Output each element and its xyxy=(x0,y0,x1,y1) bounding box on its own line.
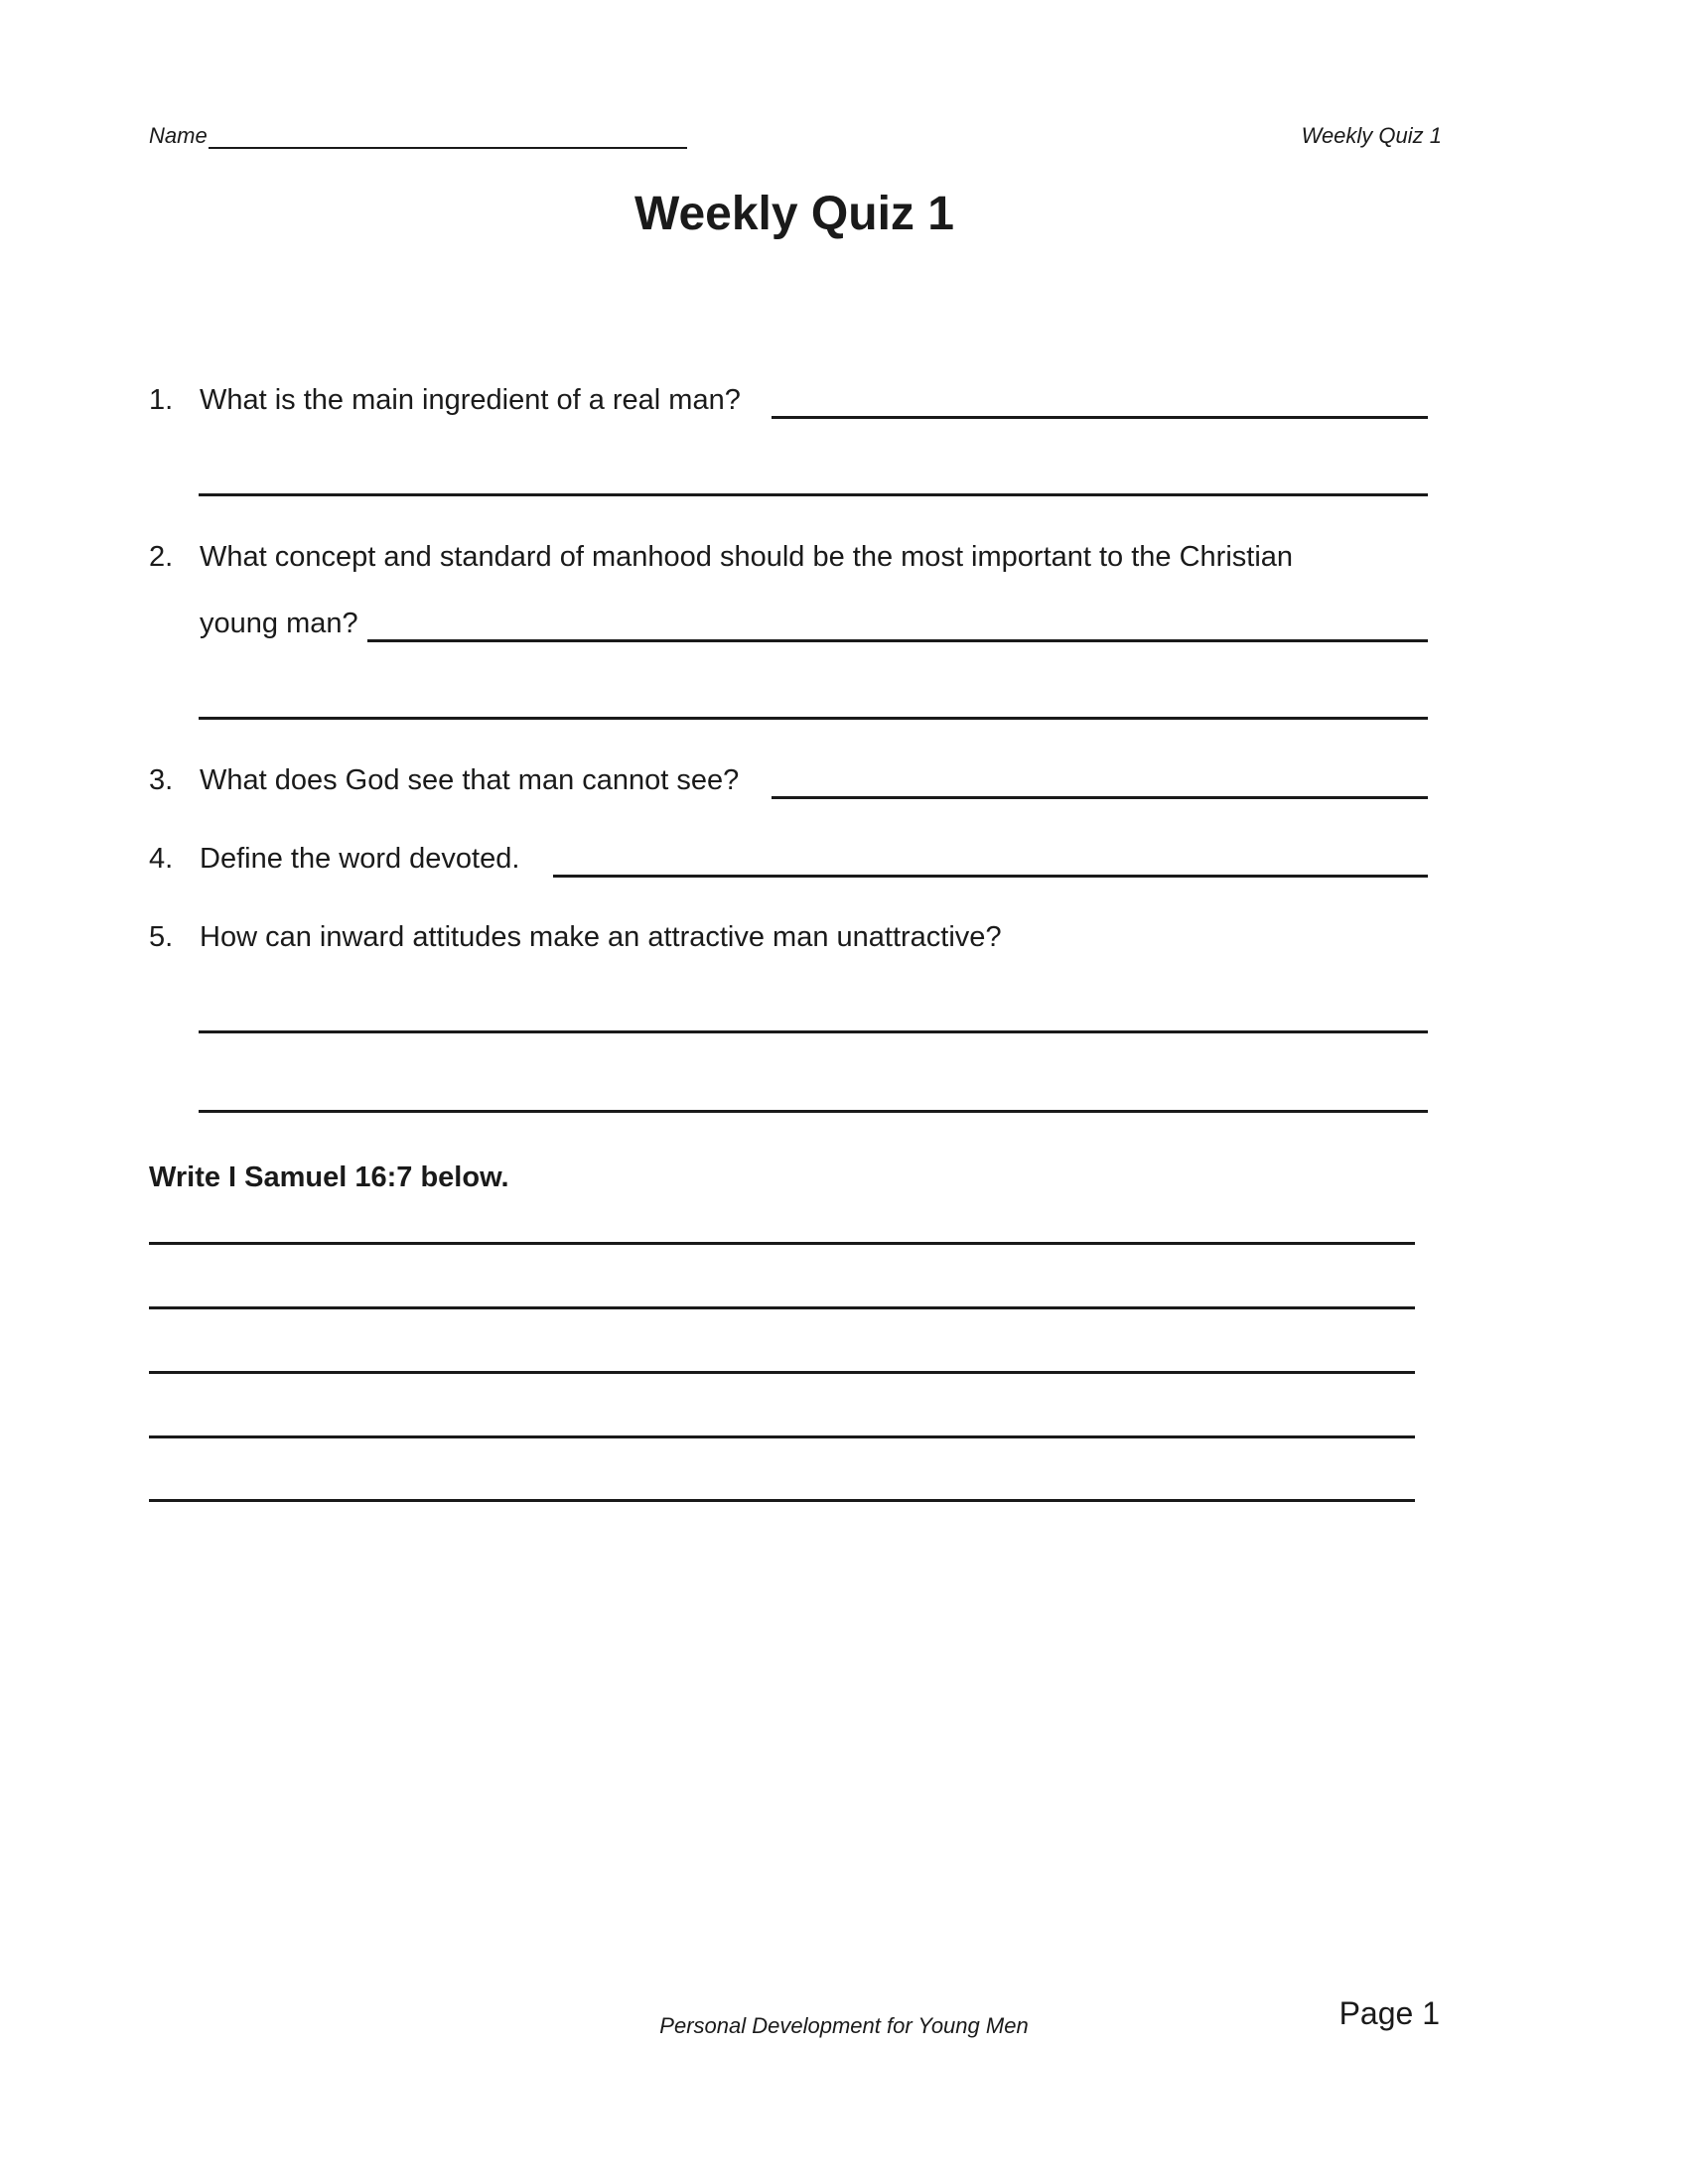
question-2-continuation: young man? xyxy=(200,608,358,639)
question-5-text: How can inward attitudes make an attractive man unattractive? xyxy=(200,921,1002,953)
question-5-answer-line-1[interactable] xyxy=(199,1030,1428,1033)
name-label: Name xyxy=(149,123,208,148)
question-2-answer-line-1[interactable] xyxy=(367,639,1428,642)
page-title: Weekly Quiz 1 xyxy=(634,188,954,240)
question-4-number: 4. xyxy=(149,843,174,875)
scripture-answer-line-4[interactable] xyxy=(149,1435,1415,1438)
question-1-answer-line-1[interactable] xyxy=(772,416,1428,419)
question-1-number: 1. xyxy=(149,384,174,416)
question-3-number: 3. xyxy=(149,764,174,796)
scripture-answer-line-5[interactable] xyxy=(149,1499,1415,1502)
question-1-text: What is the main ingredient of a real man? xyxy=(200,384,741,416)
question-4-text: Define the word devoted. xyxy=(200,843,520,875)
question-3-text: What does God see that man cannot see? xyxy=(200,764,740,796)
name-answer-line[interactable] xyxy=(209,147,687,149)
footer-page-number: Page 1 xyxy=(1338,1995,1440,2031)
question-5-answer-line-2[interactable] xyxy=(199,1110,1428,1113)
scripture-answer-line-3[interactable] xyxy=(149,1371,1415,1374)
header-quiz-label: Weekly Quiz 1 xyxy=(1301,123,1442,148)
scripture-answer-line-2[interactable] xyxy=(149,1306,1415,1309)
scripture-section-title: Write I Samuel 16:7 below. xyxy=(149,1161,509,1193)
scripture-answer-line-1[interactable] xyxy=(149,1242,1415,1245)
question-3-answer-line[interactable] xyxy=(772,796,1428,799)
question-4-answer-line[interactable] xyxy=(553,875,1428,878)
question-2-answer-line-2[interactable] xyxy=(199,717,1428,720)
question-5-number: 5. xyxy=(149,921,174,953)
question-2-text: What concept and standard of manhood should be the most important to the Christian xyxy=(200,541,1294,573)
question-1-answer-line-2[interactable] xyxy=(199,493,1428,496)
footer-book-title: Personal Development for Young Men xyxy=(659,2013,1029,2038)
question-2-number: 2. xyxy=(149,541,174,573)
